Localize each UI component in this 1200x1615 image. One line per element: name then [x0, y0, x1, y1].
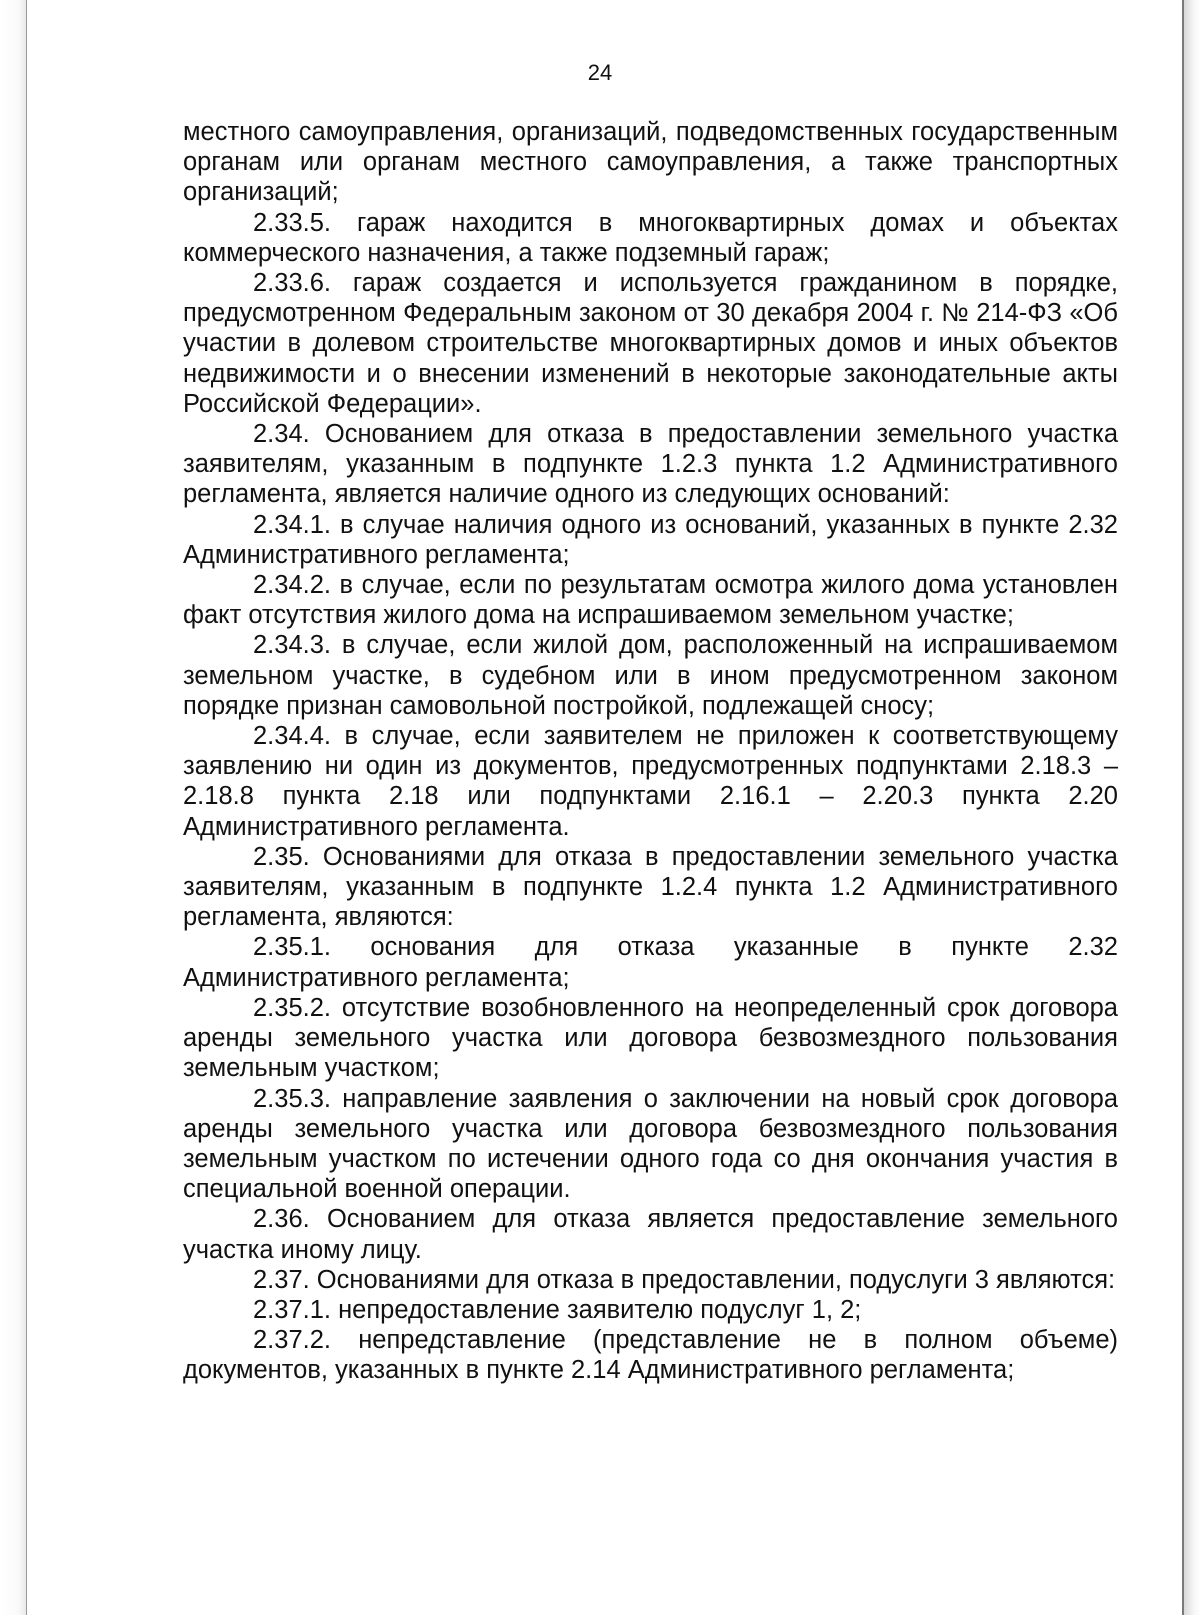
scan-right-edge: [1182, 0, 1200, 1615]
paragraph-2-34-3: 2.34.3. в случае, если жилой дом, расположенный на испрашиваемом земельном участке, в судебном или в ином предусмотренном законом порядке признан самовольной постройкой, подлежащей сносу;: [183, 631, 1118, 720]
paragraph-2-34-2: 2.34.2. в случае, если по результатам осмотра жилого дома установлен факт отсутствия жилого дома на испрашиваемом земельном участке;: [183, 571, 1118, 630]
paragraph-2-35-2: 2.35.2. отсутствие возобновленного на неопределенный срок договора аренды земельного участка или договора безвозмездного пользования земельным участком;: [183, 993, 1118, 1083]
page-number: 24: [587, 60, 613, 85]
paragraph-continuation: местного самоуправления, организаций, подведомственных государственным органам или органам местного самоуправления, а также транспортных организаций;: [183, 118, 1118, 207]
paragraph-2-37: 2.37. Основаниями для отказа в предоставлении, подуслуги 3 являются:: [253, 1265, 1116, 1294]
paragraph-2-35-1: 2.35.1. основания для отказа указанные в пункте 2.32 Административного регламента;: [183, 933, 1118, 992]
paragraph-2-36: 2.36. Основанием для отказа является предоставление земельного участка иному лицу.: [183, 1205, 1118, 1264]
paragraph-2-34-4: 2.34.4. в случае, если заявителем не приложен к соответствующему заявлению ни один из документов, предусмотренных подпунктами 2.18.3 – 2.18.8 пункта 2.18 или подпунктами 2.16.1 – 2.20.3 пункта 2.20 Административного регламента.: [183, 722, 1118, 841]
document-body: [183, 117, 1118, 1386]
paragraph-2-33-5: 2.33.5. гараж находится в многоквартирных домах и объектах коммерческого назначения, а также подземный гараж;: [183, 208, 1118, 267]
paragraph-2-35: 2.35. Основаниями для отказа в предоставлении земельного участка заявителям, указанным в подпункте 1.2.4 пункта 1.2 Административного регламента, являются:: [183, 842, 1118, 932]
paragraph-2-33-6: 2.33.6. гараж создается и используется гражданином в порядке, предусмотренном Федеральным законом от 30 декабря 2004 г. № 214-ФЗ «Об участии в долевом строительстве многоквартирных домов и иных объектов недвижимости и о внесении изменений в некоторые законодательные акты Российской Федерации».: [183, 269, 1118, 418]
scan-left-edge: [0, 0, 27, 1615]
paragraph-2-34-1: 2.34.1. в случае наличия одного из оснований, указанных в пункте 2.32 Административного регламента;: [183, 510, 1118, 569]
paragraph-2-37-1: 2.37.1. непредоставление заявителю подуслуг 1, 2;: [253, 1295, 862, 1324]
paragraph-2-37-2: 2.37.2. непредставление (представление не в полном объеме) документов, указанных в пункте 2.14 Административного регламента;: [183, 1326, 1118, 1385]
paragraph-2-35-3: 2.35.3. направление заявления о заключении на новый срок договора аренды земельного участка или договора безвозмездного пользования земельным участком по истечении одного года со дня окончания участия в специальной военной операции.: [183, 1084, 1118, 1204]
paragraph-2-34: 2.34. Основанием для отказа в предоставлении земельного участка заявителям, указанным в подпункте 1.2.3 пункта 1.2 Административного регламента, является наличие одного из следующих оснований:: [183, 420, 1118, 509]
